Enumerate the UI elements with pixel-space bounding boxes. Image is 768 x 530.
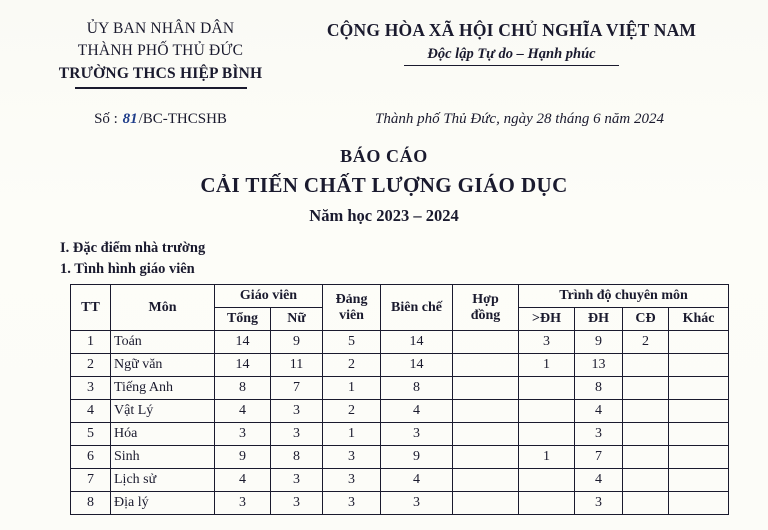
cell-dh: 3 bbox=[575, 492, 623, 515]
th-tong: Tổng bbox=[215, 308, 271, 331]
cell-tt: 6 bbox=[71, 446, 111, 469]
table-row bbox=[71, 354, 729, 377]
cell-tt: 5 bbox=[71, 423, 111, 446]
th-bien-che: Biên chế bbox=[381, 285, 453, 331]
cell-tren-dh bbox=[519, 377, 575, 400]
cell-mon: Lịch sử bbox=[111, 469, 215, 492]
cell-tren-dh: 1 bbox=[519, 354, 575, 377]
document-header bbox=[24, 18, 744, 89]
cell-tren-dh bbox=[519, 423, 575, 446]
cell-nu: 8 bbox=[271, 446, 323, 469]
cell-bien-che: 4 bbox=[381, 400, 453, 423]
cell-tt: 2 bbox=[71, 354, 111, 377]
th-hop-dong: Hợp đồng bbox=[453, 285, 519, 331]
cell-tren-dh bbox=[519, 469, 575, 492]
th-khac: Khác bbox=[669, 308, 729, 331]
cell-tt: 1 bbox=[71, 331, 111, 354]
cell-mon: Hóa bbox=[111, 423, 215, 446]
cell-tren-dh bbox=[519, 400, 575, 423]
table-row bbox=[71, 446, 729, 469]
teacher-statistics-table bbox=[70, 284, 729, 515]
cell-cd bbox=[623, 400, 669, 423]
cell-dang-vien: 3 bbox=[323, 469, 381, 492]
cell-cd bbox=[623, 446, 669, 469]
table-body bbox=[71, 331, 729, 515]
national-heading bbox=[279, 18, 744, 66]
cell-tong: 4 bbox=[215, 400, 271, 423]
table-row bbox=[71, 492, 729, 515]
header-right-rule bbox=[404, 65, 619, 67]
cell-hop-dong bbox=[453, 423, 519, 446]
cell-bien-che: 3 bbox=[381, 492, 453, 515]
header-left-rule bbox=[75, 87, 247, 89]
cell-hop-dong bbox=[453, 446, 519, 469]
cell-nu: 3 bbox=[271, 469, 323, 492]
cell-tong: 14 bbox=[215, 331, 271, 354]
cell-tong: 3 bbox=[215, 423, 271, 446]
cell-khac bbox=[669, 446, 729, 469]
cell-dh: 9 bbox=[575, 331, 623, 354]
so-label: Số : bbox=[94, 111, 122, 127]
th-giao-vien: Giáo viên bbox=[215, 285, 323, 308]
cell-tong: 9 bbox=[215, 446, 271, 469]
th-tt: TT bbox=[71, 285, 111, 331]
cell-dang-vien: 2 bbox=[323, 354, 381, 377]
cell-cd bbox=[623, 423, 669, 446]
th-trinh-do: Trình độ chuyên môn bbox=[519, 285, 729, 308]
org-line-2: THÀNH PHỐ THỦ ĐỨC bbox=[77, 42, 244, 60]
national-motto: Độc lập Tự do – Hạnh phúc bbox=[427, 45, 596, 62]
cell-cd bbox=[623, 492, 669, 515]
cell-dang-vien: 3 bbox=[323, 446, 381, 469]
cell-dh: 7 bbox=[575, 446, 623, 469]
org-line-3-school: TRƯỜNG THCS HIỆP BÌNH bbox=[58, 64, 263, 82]
cell-hop-dong bbox=[453, 469, 519, 492]
cell-tong: 3 bbox=[215, 492, 271, 515]
cell-dh: 8 bbox=[575, 377, 623, 400]
cell-nu: 7 bbox=[271, 377, 323, 400]
cell-nu: 3 bbox=[271, 492, 323, 515]
th-dh: ĐH bbox=[575, 308, 623, 331]
cell-dh: 13 bbox=[575, 354, 623, 377]
cell-khac bbox=[669, 492, 729, 515]
table-row bbox=[71, 331, 729, 354]
cell-tren-dh: 1 bbox=[519, 446, 575, 469]
cell-hop-dong bbox=[453, 492, 519, 515]
th-tren-dh: >ĐH bbox=[519, 308, 575, 331]
place-and-date: Thành phố Thủ Đức, ngày 28 tháng 6 năm 2024 bbox=[374, 111, 664, 127]
cell-dang-vien: 1 bbox=[323, 423, 381, 446]
school-year: Năm học 2023 – 2024 bbox=[309, 206, 459, 225]
issuing-organization bbox=[24, 18, 279, 89]
cell-mon: Toán bbox=[111, 331, 215, 354]
cell-cd: 2 bbox=[623, 331, 669, 354]
cell-bien-che: 4 bbox=[381, 469, 453, 492]
title-block bbox=[24, 146, 744, 226]
cell-khac bbox=[669, 354, 729, 377]
table-header-row-1 bbox=[71, 285, 729, 308]
table-row bbox=[71, 377, 729, 400]
cell-nu: 9 bbox=[271, 331, 323, 354]
cell-mon: Tiếng Anh bbox=[111, 377, 215, 400]
cell-nu: 11 bbox=[271, 354, 323, 377]
cell-tt: 3 bbox=[71, 377, 111, 400]
th-cd: CĐ bbox=[623, 308, 669, 331]
cell-dh: 3 bbox=[575, 423, 623, 446]
so-suffix: /BC-THCSHB bbox=[138, 111, 227, 127]
cell-bien-che: 8 bbox=[381, 377, 453, 400]
teacher-table-container bbox=[24, 284, 744, 515]
table-row bbox=[71, 469, 729, 492]
cell-mon: Ngữ văn bbox=[111, 354, 215, 377]
cell-dh: 4 bbox=[575, 400, 623, 423]
section-heading-1: I. Đặc điểm nhà trường bbox=[60, 240, 206, 256]
so-number-handwritten: 81 bbox=[122, 111, 138, 127]
org-line-1: ỦY BAN NHÂN DÂN bbox=[86, 20, 235, 37]
cell-cd bbox=[623, 469, 669, 492]
cell-tren-dh: 3 bbox=[519, 331, 575, 354]
cell-hop-dong bbox=[453, 331, 519, 354]
cell-bien-che: 14 bbox=[381, 331, 453, 354]
cell-tong: 4 bbox=[215, 469, 271, 492]
cell-tt: 4 bbox=[71, 400, 111, 423]
cell-dang-vien: 3 bbox=[323, 492, 381, 515]
cell-tong: 8 bbox=[215, 377, 271, 400]
table-row bbox=[71, 400, 729, 423]
cell-dang-vien: 5 bbox=[323, 331, 381, 354]
cell-tt: 8 bbox=[71, 492, 111, 515]
cell-khac bbox=[669, 377, 729, 400]
cell-dh: 4 bbox=[575, 469, 623, 492]
th-dang-vien: Đảng viên bbox=[323, 285, 381, 331]
cell-hop-dong bbox=[453, 400, 519, 423]
table-row bbox=[71, 423, 729, 446]
cell-cd bbox=[623, 377, 669, 400]
cell-mon: Vật Lý bbox=[111, 400, 215, 423]
cell-cd bbox=[623, 354, 669, 377]
cell-dang-vien: 1 bbox=[323, 377, 381, 400]
cell-bien-che: 3 bbox=[381, 423, 453, 446]
cell-mon: Địa lý bbox=[111, 492, 215, 515]
cell-tt: 7 bbox=[71, 469, 111, 492]
th-mon: Môn bbox=[111, 285, 215, 331]
document-number-row bbox=[24, 111, 744, 128]
cell-hop-dong bbox=[453, 354, 519, 377]
cell-khac bbox=[669, 423, 729, 446]
cell-dang-vien: 2 bbox=[323, 400, 381, 423]
report-title: BÁO CÁO bbox=[340, 146, 428, 166]
document-number bbox=[24, 111, 279, 128]
cell-khac bbox=[669, 400, 729, 423]
cell-bien-che: 14 bbox=[381, 354, 453, 377]
th-nu: Nữ bbox=[271, 308, 323, 331]
section-heading-2: 1. Tình hình giáo viên bbox=[60, 261, 195, 277]
cell-khac bbox=[669, 331, 729, 354]
cell-bien-che: 9 bbox=[381, 446, 453, 469]
report-subtitle: CẢI TIẾN CHẤT LƯỢNG GIÁO DỤC bbox=[200, 173, 568, 197]
cell-tong: 14 bbox=[215, 354, 271, 377]
cell-hop-dong bbox=[453, 377, 519, 400]
cell-mon: Sinh bbox=[111, 446, 215, 469]
cell-khac bbox=[669, 469, 729, 492]
cell-nu: 3 bbox=[271, 423, 323, 446]
cell-nu: 3 bbox=[271, 400, 323, 423]
cell-tren-dh bbox=[519, 492, 575, 515]
national-title: CỘNG HÒA XÃ HỘI CHỦ NGHĨA VIỆT NAM bbox=[326, 20, 697, 40]
